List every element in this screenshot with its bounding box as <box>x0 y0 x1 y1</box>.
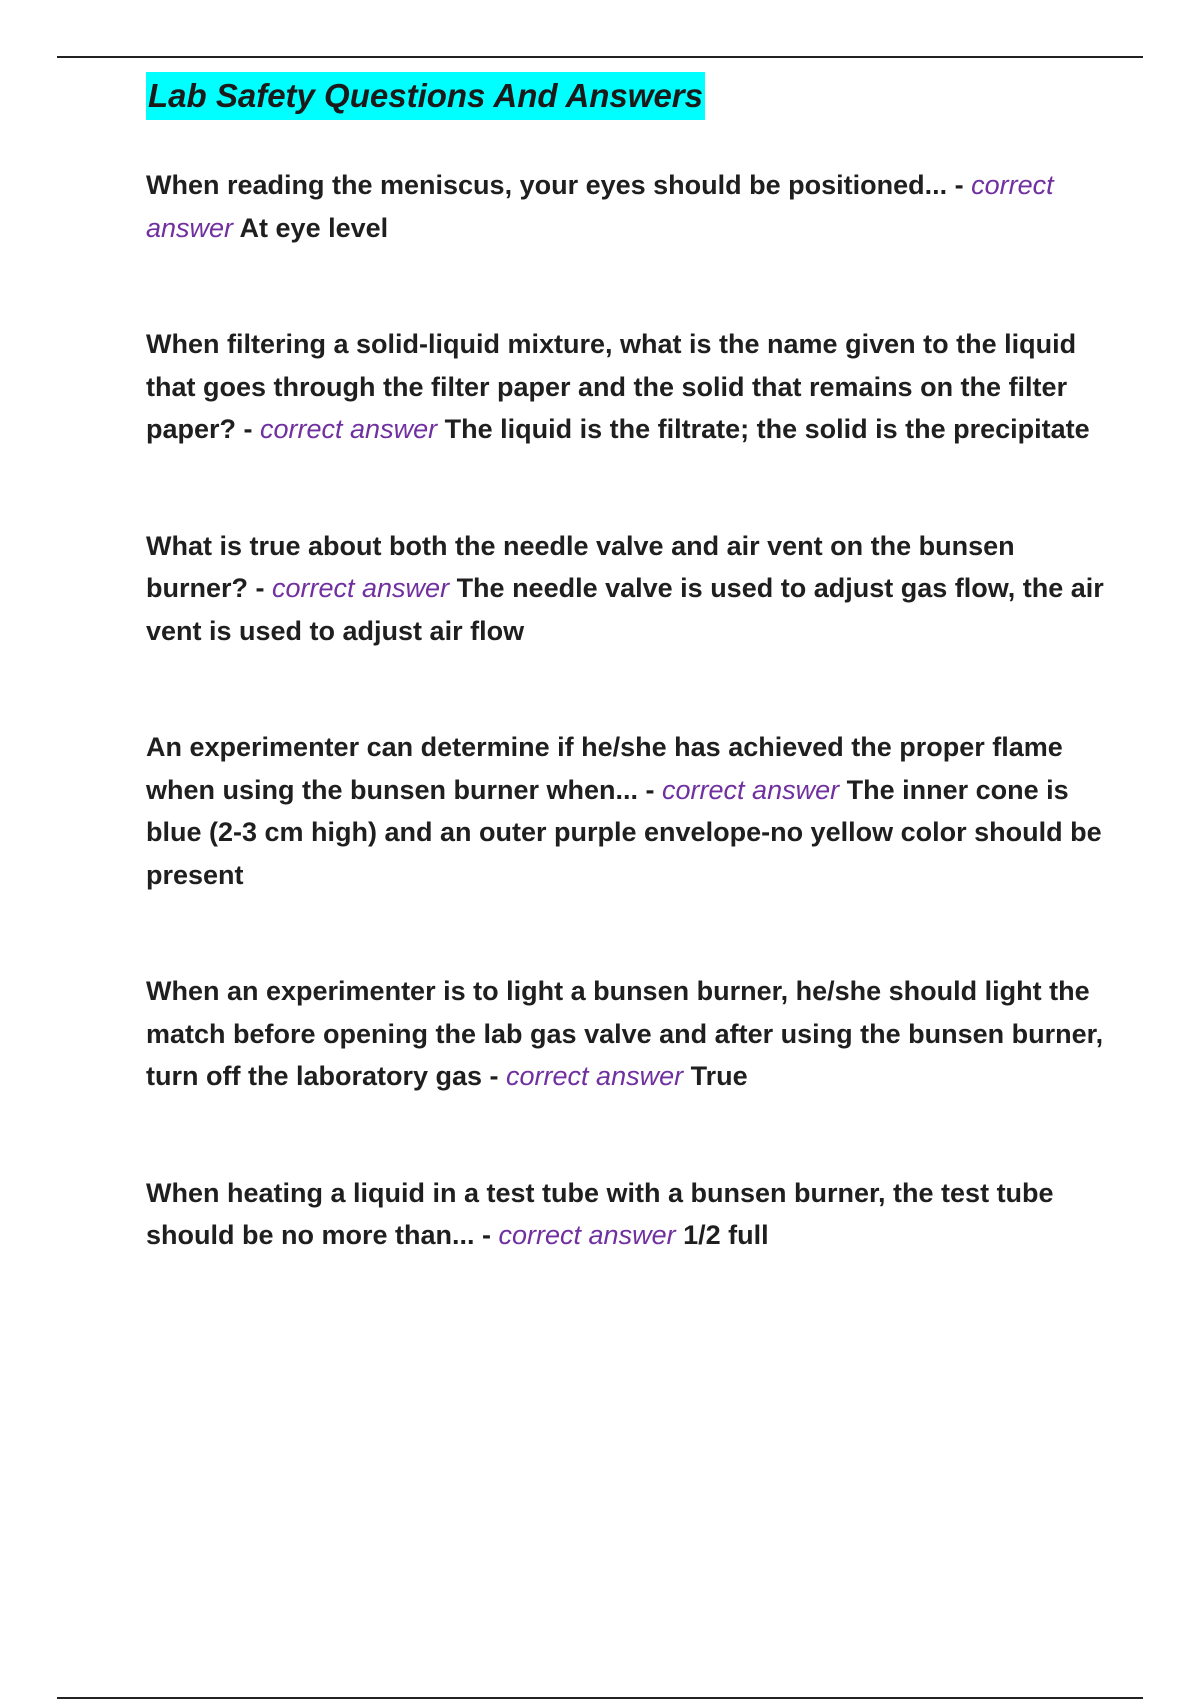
correct-answer-label: correct answer <box>498 1220 676 1250</box>
question-text: When an experimenter is to light a bunsen burner, he/she should light the match before opening the lab gas valve and after using the bunsen burner, turn off the laboratory gas - <box>146 976 1104 1091</box>
answer-text: True <box>683 1061 748 1091</box>
document-title: Lab Safety Questions And Answers <box>146 72 705 120</box>
answer-text: 1/2 full <box>675 1220 769 1250</box>
question-text: What is true about both the needle valve and air vent on the bunsen burner? - <box>146 530 1015 603</box>
correct-answer-label: correct answer <box>506 1061 684 1091</box>
qa-item <box>146 164 1106 249</box>
qa-item <box>146 525 1106 653</box>
header-rule <box>57 56 1143 58</box>
question-text: When filtering a solid-liquid mixture, what is the name given to the liquid that goes through the filter paper and the solid that remains on the filter paper? - <box>146 329 1077 444</box>
answer-text: At eye level <box>233 212 389 243</box>
document-body <box>146 72 1106 1257</box>
answer-text: The inner cone is blue (2-3 cm high) and an outer purple envelope-no yellow color should be present <box>146 774 1102 890</box>
question-text: When heating a liquid in a test tube with a bunsen burner, the test tube should be no more than... - <box>146 1177 1054 1250</box>
qa-item <box>146 323 1106 451</box>
question-text: An experimenter can determine if he/she has achieved the proper flame when using the bunsen burner when... - <box>146 732 1063 805</box>
question-text: When reading the meniscus, your eyes should be positioned... - <box>146 170 972 200</box>
footer-rule <box>57 1697 1143 1699</box>
correct-answer-label: correct answer <box>272 573 450 603</box>
correct-answer-label: correct answer <box>146 170 1054 243</box>
qa-item <box>146 726 1106 896</box>
correct-answer-label: correct answer <box>662 774 840 805</box>
qa-item <box>146 970 1106 1098</box>
answer-text: The needle valve is used to adjust gas flow, the air vent is used to adjust air flow <box>146 573 1104 646</box>
correct-answer-label: correct answer <box>260 414 438 444</box>
qa-item <box>146 1172 1106 1257</box>
answer-text: The liquid is the filtrate; the solid is the precipitate <box>437 414 1090 444</box>
